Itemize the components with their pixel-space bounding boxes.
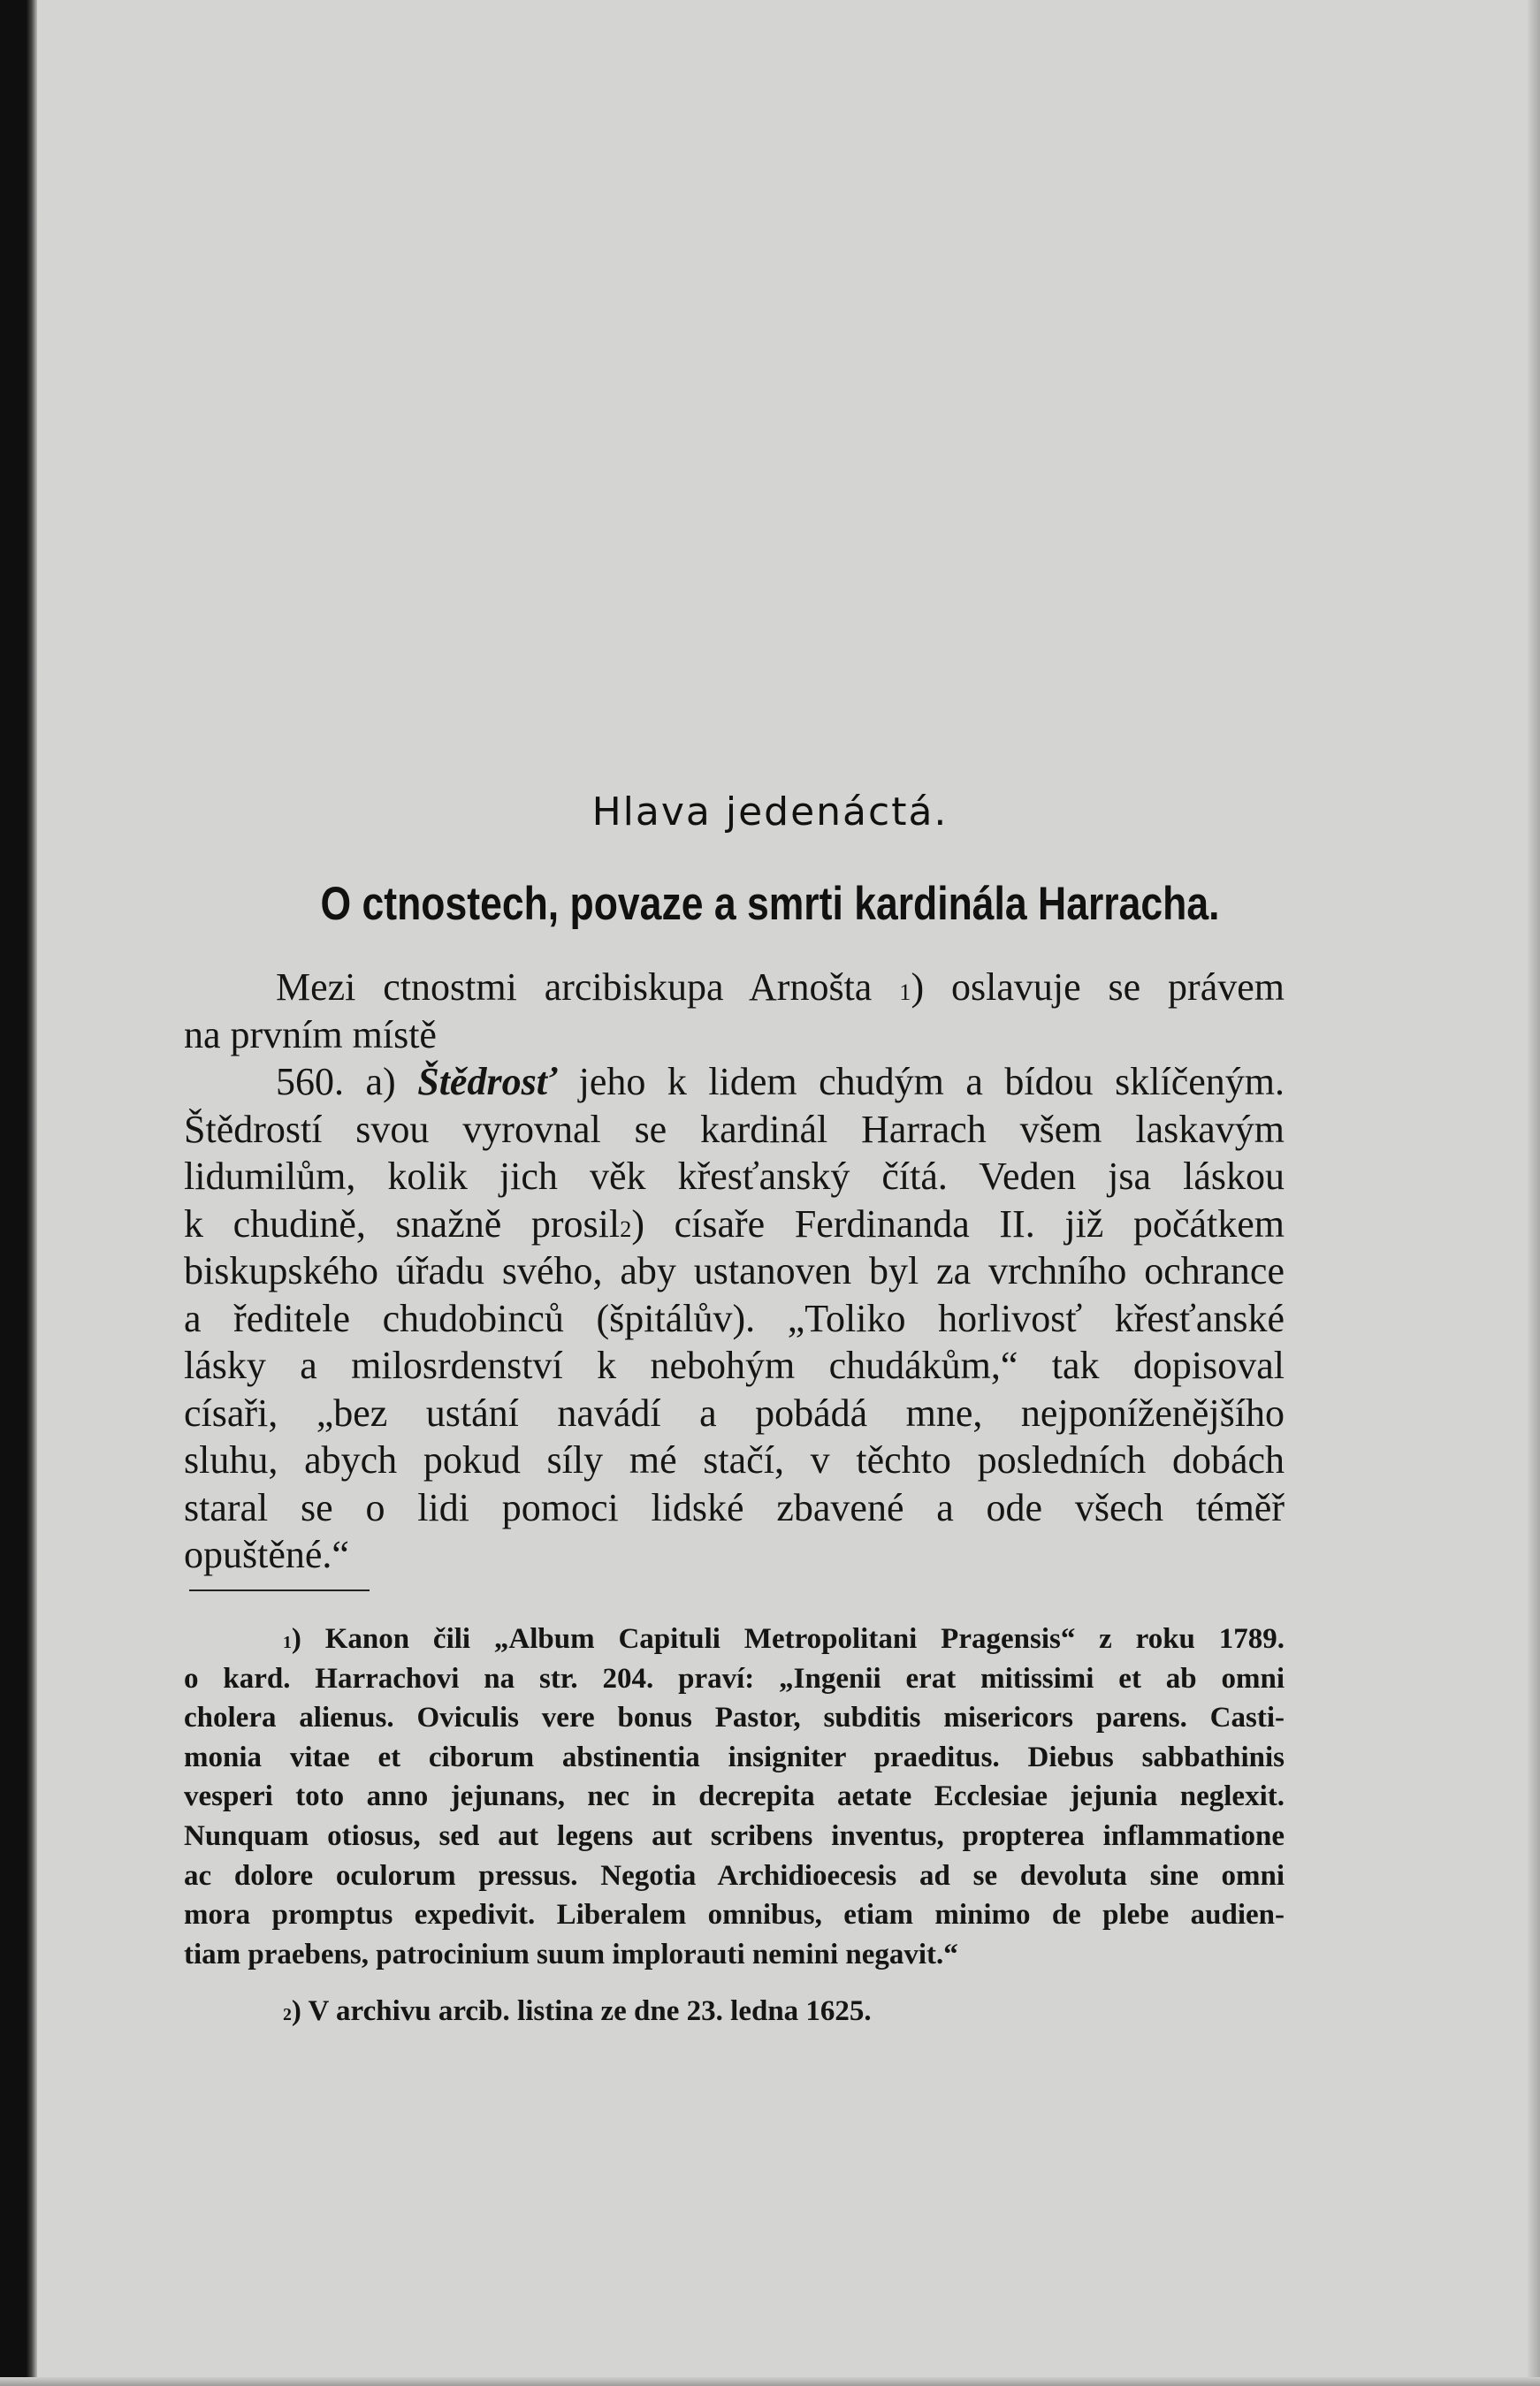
text-line: opuštěné.“ [184,1533,349,1576]
footnote-ref-2: 2 [620,1215,632,1242]
footnote-line: o kard. Harrachovi na str. 204. praví: „Ingenii erat mitissimi et ab omni [184,1662,1285,1695]
item-number: 560. [276,1060,344,1103]
text-line-item-560: 560. a) Štědrosť jeho k lidem chudým a bídou sklíčeným. [276,1060,1285,1103]
text-line: staral se o lidi pomoci lidské zbavené a ode všech téměř [184,1485,1285,1529]
footnote-line: tiam praebens, patrocinium suum implorauti nemini negavit.“ [184,1938,958,1971]
text-line: lásky a milosrdenství k nebohým chudákům,“ tak dopisoval [184,1344,1285,1387]
footnote-line: Nunquam otiosus, sed aut legens aut scribens inventus, propterea inflammatione [184,1819,1285,1852]
page-right-edge [1528,0,1540,2386]
footnote-line: $^2$) V archivu arcib. listina ze dne 23. ledna 1625. [283,1995,872,2027]
binding-edge-shadow [0,0,37,2386]
text-line: Štědrostí svou vyrovnal se kardinál Harrach všem laskavým [184,1107,1285,1151]
footnote-separator [189,1589,370,1591]
page-bottom-edge [0,2377,1540,2386]
chapter-heading: Hlava jedenáctá. [591,789,949,835]
chapter-title: O ctnostech, povaze a smrti kardinála Harracha. [320,878,1220,930]
footnote-2 [184,1992,1285,2032]
footnote-line: monia vitae et ciborum abstinentia insigniter praeditus. Diebus sabbathinis [184,1741,1285,1773]
text-line: k chudině, snažně prosil$^2$) císaře Ferdinanda II. již počátkem [184,1201,1285,1246]
footnote-marker-1: 1 [283,1633,292,1652]
footnote-ref-1: 1 [899,979,911,1005]
emphasis-stedrost: Štědrosť [417,1060,558,1103]
footnote-line: cholera alienus. Oviculis vere bonus Pastor, subditis misericors parens. Casti- [184,1702,1285,1734]
text-line: Mezi ctnostmi arcibiskupa Arnošta $^1$) oslavuje se právem [276,965,1285,1009]
text-line: na prvním místě [184,1012,437,1056]
text-line: a ředitele chudobinců (špitálův). „Toliko horlivosť křesťanské [184,1296,1285,1340]
footnote-line: ac dolore oculorum pressus. Negotia Archidioecesis ad se devoluta sine omni [184,1859,1285,1892]
footnote-line: mora promptus expedivit. Liberalem omnibus, etiam minimo de plebe audien- [184,1899,1285,1932]
footnote-line: vesperi toto anno jejunans, nec in decrepita aetate Ecclesiae jejunia neglexit. [184,1780,1285,1813]
footnote-marker-2: 2 [283,2005,292,2024]
footnote-1 [184,1620,1285,1974]
text-line: lidumilům, kolik jich věk křesťanský čítá. Veden jsa láskou [184,1155,1285,1198]
main-text [184,964,1285,1579]
text-line: císaři, „bez ustání navádí a pobádá mne, nejponíženějšího [184,1391,1285,1435]
text-line: sluhu, abych pokud síly mé stačí, v těchto posledních dobách [184,1438,1285,1482]
footnote-line: $^1$) Kanon čili „Album Capituli Metropolitani Pragensis“ z roku 1789. [283,1623,1285,1655]
text-line: biskupského úřadu svého, aby ustanoven byl za vrchního ochrance [184,1249,1285,1292]
